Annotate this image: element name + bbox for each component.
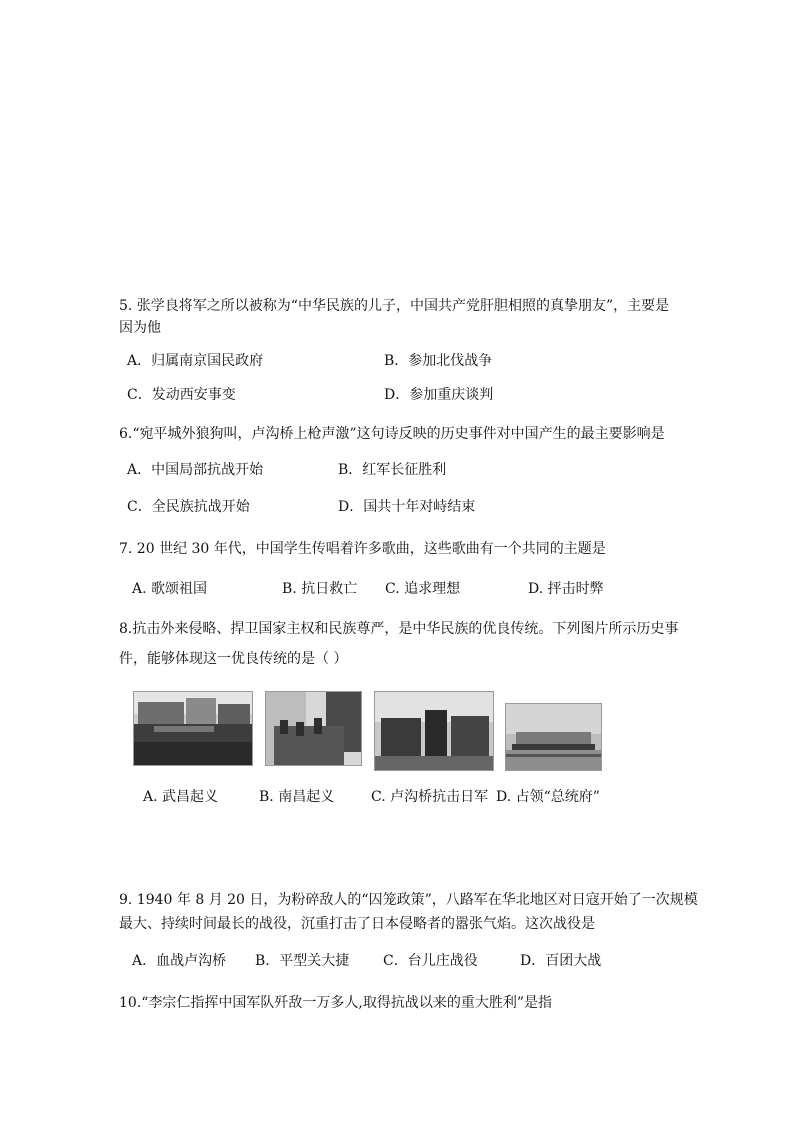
q6-option-a: A．中国局部抗战开始	[127, 462, 264, 478]
q5-option-d: D．参加重庆谈判	[384, 387, 494, 403]
q5-stem-line2: 因为他	[119, 320, 161, 336]
q5-option-b: B．参加北伐战争	[384, 353, 493, 369]
q8-option-d: D. 占领“总统府”	[496, 789, 600, 805]
q9-option-d: D．百团大战	[520, 953, 602, 969]
q9-option-c: C．台儿庄战役	[383, 953, 478, 969]
q5-option-a: A．归属南京国民政府	[127, 353, 264, 369]
q6-option-b: B．红军长征胜利	[338, 462, 447, 478]
q8-option-c: C. 卢沟桥抗击日军	[371, 789, 489, 805]
q9-stem-line1: 9. 1940 年 8 月 20 日，为粉碎敌人的“囚笼政策”，八路军在华北地区对日寇开始了一次规模	[119, 892, 698, 908]
q7-option-a: A. 歌颂祖国	[132, 581, 208, 597]
q9-option-a: A．血战卢沟桥	[132, 953, 227, 969]
photo-wuchang-uprising	[133, 691, 253, 766]
q6-stem: 6.“宛平城外狼狗叫，卢沟桥上枪声激”这句诗反映的历史事件对中国产生的最主要影响是	[119, 426, 665, 442]
q8-stem-line1: 8.抗击外来侵略、捍卫国家主权和民族尊严，是中华民族的优良传统。下列图片所示历史事	[119, 621, 679, 637]
q5-option-c: C．发动西安事变	[127, 387, 236, 403]
q7-option-d: D. 抨击时弊	[528, 581, 604, 597]
photo-nanchang-uprising	[265, 691, 362, 766]
q9-option-b: B．平型关大捷	[255, 953, 350, 969]
q7-option-c: C. 追求理想	[385, 581, 461, 597]
q6-option-c: C．全民族抗战开始	[127, 499, 250, 515]
q10-stem: 10.“李宗仁指挥中国军队歼敌一万多人,取得抗战以来的重大胜利”是指	[119, 995, 553, 1011]
q5-stem-line1: 5. 张学良将军之所以被称为“中华民族的儿子，中国共产党肝胆相照的真挚朋友”，主要是	[119, 298, 670, 314]
photo-lugou-bridge-resistance	[374, 691, 494, 771]
q8-option-a: A. 武昌起义	[143, 789, 219, 805]
photo-presidential-palace	[505, 703, 602, 771]
q8-stem-line2: 件，能够体现这一优良传统的是（ ）	[119, 651, 348, 667]
q7-option-b: B. 抗日救亡	[282, 581, 358, 597]
q9-stem-line2: 最大、持续时间最长的战役，沉重打击了日本侵略者的嚣张气焰。这次战役是	[119, 916, 595, 932]
q8-option-b: B. 南昌起义	[259, 789, 335, 805]
q6-option-d: D．国共十年对峙结束	[338, 499, 476, 515]
q7-stem: 7. 20 世纪 30 年代，中国学生传唱着许多歌曲，这些歌曲有一个共同的主题是	[119, 541, 606, 557]
